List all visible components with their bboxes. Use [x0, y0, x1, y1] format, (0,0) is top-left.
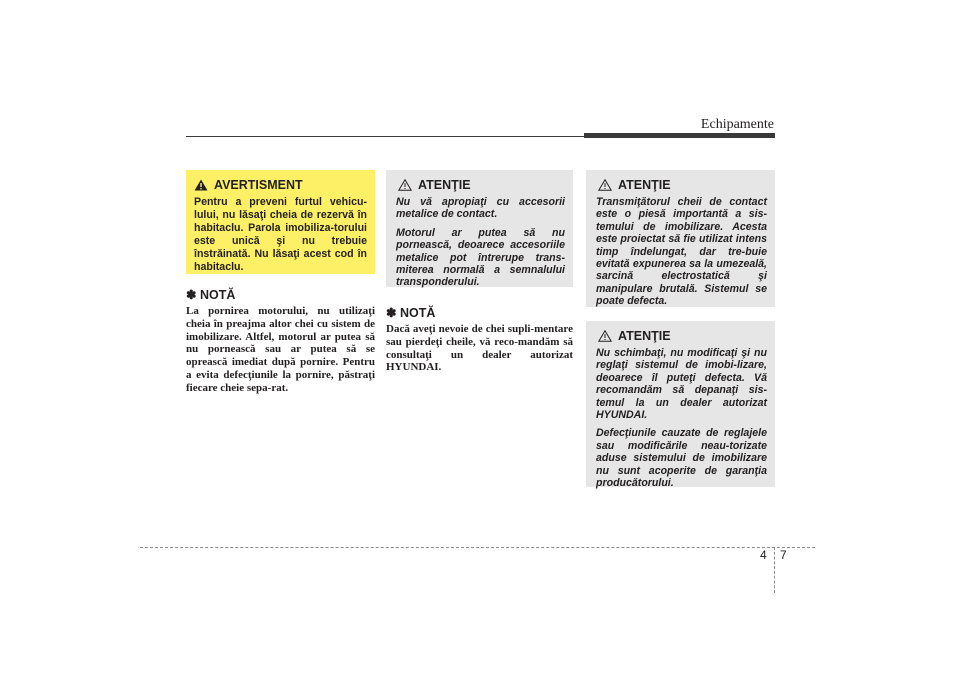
- note-1-text: La pornirea motorului, nu utilizaţi cheia în preajma altor chei cu sistem de imobilizare. Altfel, motorul ar putea să nu pornească sau ar putea să se oprească imediat după pornire. Pentru a evita defecţiunile la pornire, păstraţi fiecare cheie sepa-rat.: [186, 305, 375, 394]
- caution-1-paragraph: Motorul ar putea să nu pornească, deoarece accesoriile metalice pot întrerupe trans-miterea normală a semnalului transponderului.: [396, 226, 565, 289]
- note-1-title: ✽ NOTĂ: [186, 288, 236, 302]
- note-1: [186, 287, 375, 395]
- note-2-text: Dacă aveţi nevoie de chei supli-mentare sau pierdeţi cheile, vă reco-mandăm să consultaţi un dealer autorizat HYUNDAI.: [386, 323, 573, 374]
- caution-2-paragraph: Transmiţătorul cheii de contact este o piesă importantă a sis-temului de imobilizare. Acesta este proiectat să fie utilizat intens timp îndelungat, dar tre-buie evitată expunerea sa la umezeală, sarcină electrostatică şi manipulare brutală. Sistemul se poate defecta.: [596, 196, 767, 308]
- caution-triangle-icon: [598, 179, 612, 191]
- page-number: 7: [780, 548, 787, 562]
- warning-header: [194, 178, 367, 192]
- caution-1-title: ATENŢIE: [418, 178, 471, 192]
- footer-vertical-divider: [774, 547, 775, 593]
- warning-title: AVERTISMENT: [214, 178, 303, 192]
- caution-1-header: [396, 178, 565, 192]
- caution-box-1: [386, 170, 573, 287]
- header-rule-thin: [186, 136, 606, 137]
- warning-text: Pentru a preveni furtul vehicu-lului, nu lăsaţi cheia de rezervă în habitaclu. Parola imobiliza-torului este unică şi nu trebuie înstrăinată. Nu lăsaţi acest cod în habitaclu.: [194, 196, 367, 273]
- footer-dashed-rule: [140, 547, 815, 548]
- caution-3-paragraph: Nu schimbaţi, nu modificaţi şi nu reglaţi sistemul de imobi-lizare, deoarece îl puteţi defecta. Vă recomandăm să depanaţi sis-temul la un dealer autorizat HYUNDAI.: [596, 347, 767, 422]
- caution-1-paragraph: Nu vă apropiaţi cu accesorii metalice de contact.: [396, 196, 565, 221]
- section-title: Echipamente: [700, 117, 774, 132]
- caution-3-paragraph: Defecţiunile cauzate de reglajele sau modificările neau-torizate aduse sistemului de imobilizare nu sunt acoperite de garanţia producătorului.: [596, 427, 767, 490]
- header-rule-thick: [584, 133, 775, 138]
- chapter-number: 4: [760, 548, 767, 562]
- caution-box-3: [586, 321, 775, 490]
- caution-2-title: ATENŢIE: [618, 178, 671, 192]
- warning-box: [186, 170, 375, 274]
- note-2-title: ✽ NOTĂ: [386, 306, 436, 320]
- caution-triangle-icon: [398, 179, 412, 191]
- caution-box-2: [586, 170, 775, 307]
- caution-2-header: [596, 178, 767, 192]
- caution-3-title: ATENŢIE: [618, 329, 671, 343]
- caution-triangle-icon: [598, 330, 612, 342]
- note-2: [386, 305, 573, 374]
- warning-triangle-icon: [194, 179, 208, 191]
- caution-3-header: [596, 329, 767, 343]
